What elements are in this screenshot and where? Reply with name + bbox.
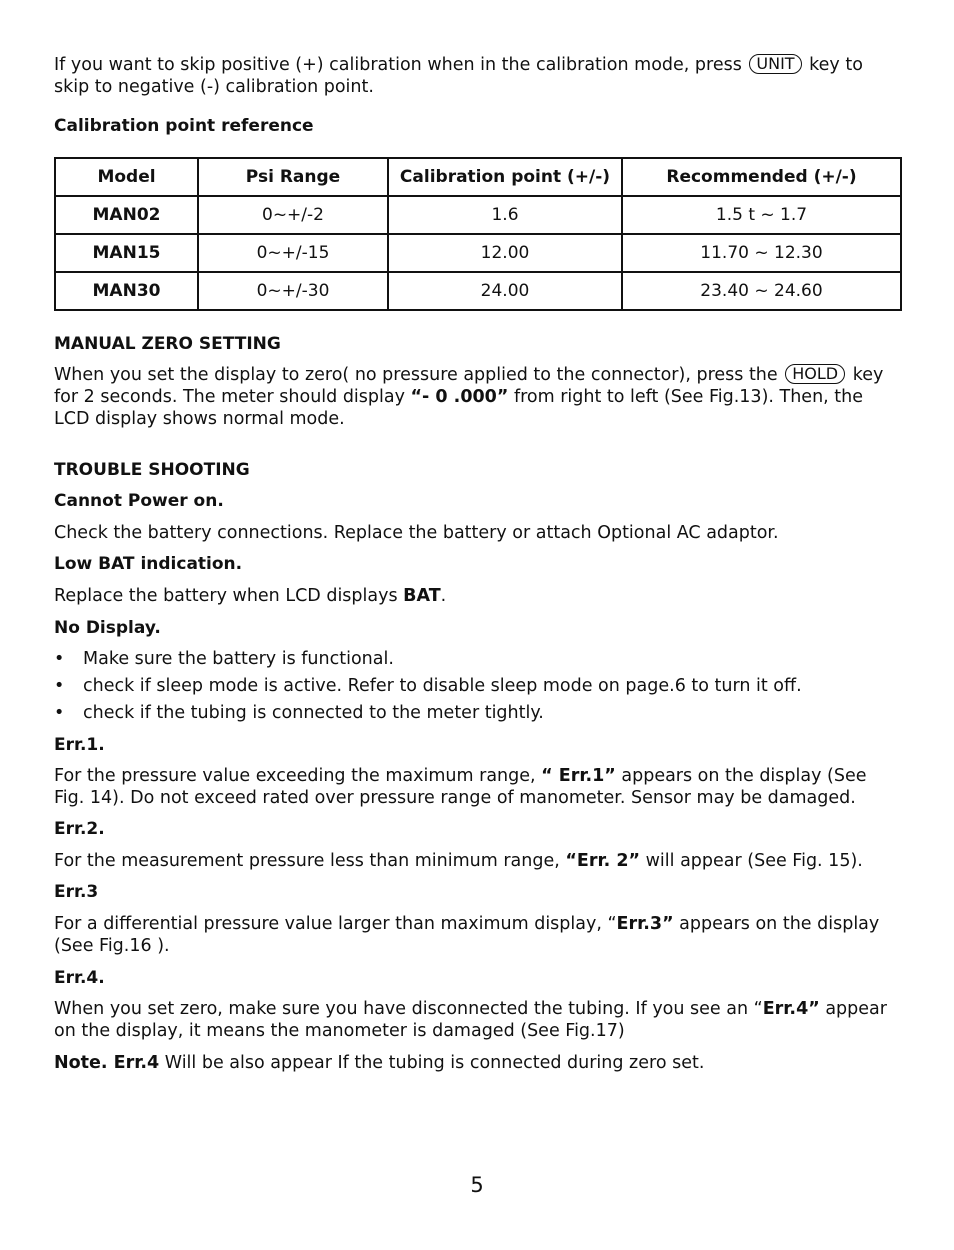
cannot-power-text: Check the battery connections. Replace the battery or attach Optional AC adaptor. bbox=[54, 523, 779, 543]
err2-text-1: For the measurement pressure less than minimum range, bbox=[54, 851, 560, 871]
err1-paragraph bbox=[54, 765, 902, 809]
manual-zero-heading: MANUAL ZERO SETTING bbox=[54, 334, 281, 354]
header-psi-range: Psi Range bbox=[198, 158, 388, 196]
list-item: • Make sure the battery is functional. bbox=[54, 648, 902, 670]
cell-psi-range: 0~+/-30 bbox=[198, 272, 388, 310]
hold-key-icon: HOLD bbox=[785, 364, 845, 384]
table-row bbox=[55, 196, 901, 234]
err4-paragraph bbox=[54, 998, 902, 1042]
cell-calibration-point: 12.00 bbox=[388, 234, 622, 272]
err4-title: Err.4. bbox=[54, 968, 105, 988]
err3-code: Err.3” bbox=[616, 914, 674, 934]
trouble-shooting-heading: TROUBLE SHOOTING bbox=[54, 460, 250, 480]
header-model: Model bbox=[55, 158, 198, 196]
low-bat-paragraph bbox=[54, 585, 902, 607]
cell-recommended: 23.40 ~ 24.60 bbox=[622, 272, 901, 310]
list-item: • check if sleep mode is active. Refer to disable sleep mode on page.6 to turn it off. bbox=[54, 675, 902, 697]
err2-title: Err.2. bbox=[54, 819, 105, 839]
err3-paragraph bbox=[54, 913, 902, 957]
bat-label: BAT bbox=[403, 586, 441, 606]
err4-text-2: appear on the display, it means the manometer is damaged (See Fig.17) bbox=[54, 999, 887, 1041]
intro-text-1: If you want to skip positive (+) calibration when in the calibration mode, press bbox=[54, 55, 742, 75]
note-paragraph bbox=[54, 1052, 902, 1074]
intro-text-2: key to skip to negative (-) calibration point. bbox=[54, 55, 863, 97]
err2-paragraph bbox=[54, 850, 902, 872]
err3-text-1: For a differential pressure value larger than maximum display, “ bbox=[54, 914, 617, 934]
manual-zero-text-3: from right to left (See Fig.13). Then, the LCD display shows normal mode. bbox=[54, 387, 864, 429]
manual-page bbox=[54, 54, 902, 1074]
table-row bbox=[55, 272, 901, 310]
cell-model: MAN15 bbox=[55, 234, 198, 272]
manual-zero-text-1: When you set the display to zero( no pressure applied to the connector), press the bbox=[54, 365, 778, 385]
intro-paragraph bbox=[54, 54, 902, 98]
err3-text-2: appears on the display (See Fig.16 ). bbox=[54, 914, 880, 956]
cannot-power-title: Cannot Power on. bbox=[54, 491, 224, 511]
cell-model: MAN02 bbox=[55, 196, 198, 234]
table-header-row bbox=[55, 158, 901, 196]
err2-code: “Err. 2” bbox=[565, 851, 641, 871]
cell-recommended: 1.5 t ~ 1.7 bbox=[622, 196, 901, 234]
cell-calibration-point: 24.00 bbox=[388, 272, 622, 310]
low-bat-title: Low BAT indication. bbox=[54, 554, 243, 574]
err2-text-2: will appear (See Fig. 15). bbox=[645, 851, 863, 871]
cell-recommended: 11.70 ~ 12.30 bbox=[622, 234, 901, 272]
err1-text-1: For the pressure value exceeding the maximum range, bbox=[54, 766, 536, 786]
err1-title: Err.1. bbox=[54, 735, 105, 755]
no-display-list bbox=[54, 648, 902, 724]
note-label: Note. Err.4 bbox=[54, 1053, 160, 1073]
cell-model: MAN30 bbox=[55, 272, 198, 310]
err1-code: “ Err.1” bbox=[541, 766, 616, 786]
err3-title: Err.3 bbox=[54, 882, 99, 902]
page-number: 5 bbox=[470, 1173, 484, 1197]
calibration-table bbox=[54, 157, 902, 311]
low-bat-text-1: Replace the battery when LCD displays bbox=[54, 586, 398, 606]
manual-zero-text-2: key for 2 seconds. The meter should display bbox=[54, 365, 884, 407]
table-row bbox=[55, 234, 901, 272]
low-bat-text-2: . bbox=[440, 586, 447, 606]
unit-key-icon: UNIT bbox=[749, 54, 801, 74]
err1-text-2: appears on the display (See Fig. 14). Do not exceed rated over pressure range of manometer. Sensor may be damaged. bbox=[54, 766, 867, 808]
err4-code: Err.4” bbox=[762, 999, 820, 1019]
note-text: Will be also appear If the tubing is connected during zero set. bbox=[164, 1053, 705, 1073]
list-item: • check if the tubing is connected to the meter tightly. bbox=[54, 702, 902, 724]
calibration-heading: Calibration point reference bbox=[54, 116, 314, 136]
header-calibration-point: Calibration point (+/-) bbox=[388, 158, 622, 196]
cell-psi-range: 0~+/-2 bbox=[198, 196, 388, 234]
no-display-title: No Display. bbox=[54, 618, 161, 638]
err4-text-1: When you set zero, make sure you have disconnected the tubing. If you see an “ bbox=[54, 999, 763, 1019]
zero-display-value: “- 0 .000” bbox=[410, 387, 509, 407]
cell-psi-range: 0~+/-15 bbox=[198, 234, 388, 272]
cell-calibration-point: 1.6 bbox=[388, 196, 622, 234]
manual-zero-paragraph bbox=[54, 364, 902, 430]
header-recommended: Recommended (+/-) bbox=[622, 158, 901, 196]
